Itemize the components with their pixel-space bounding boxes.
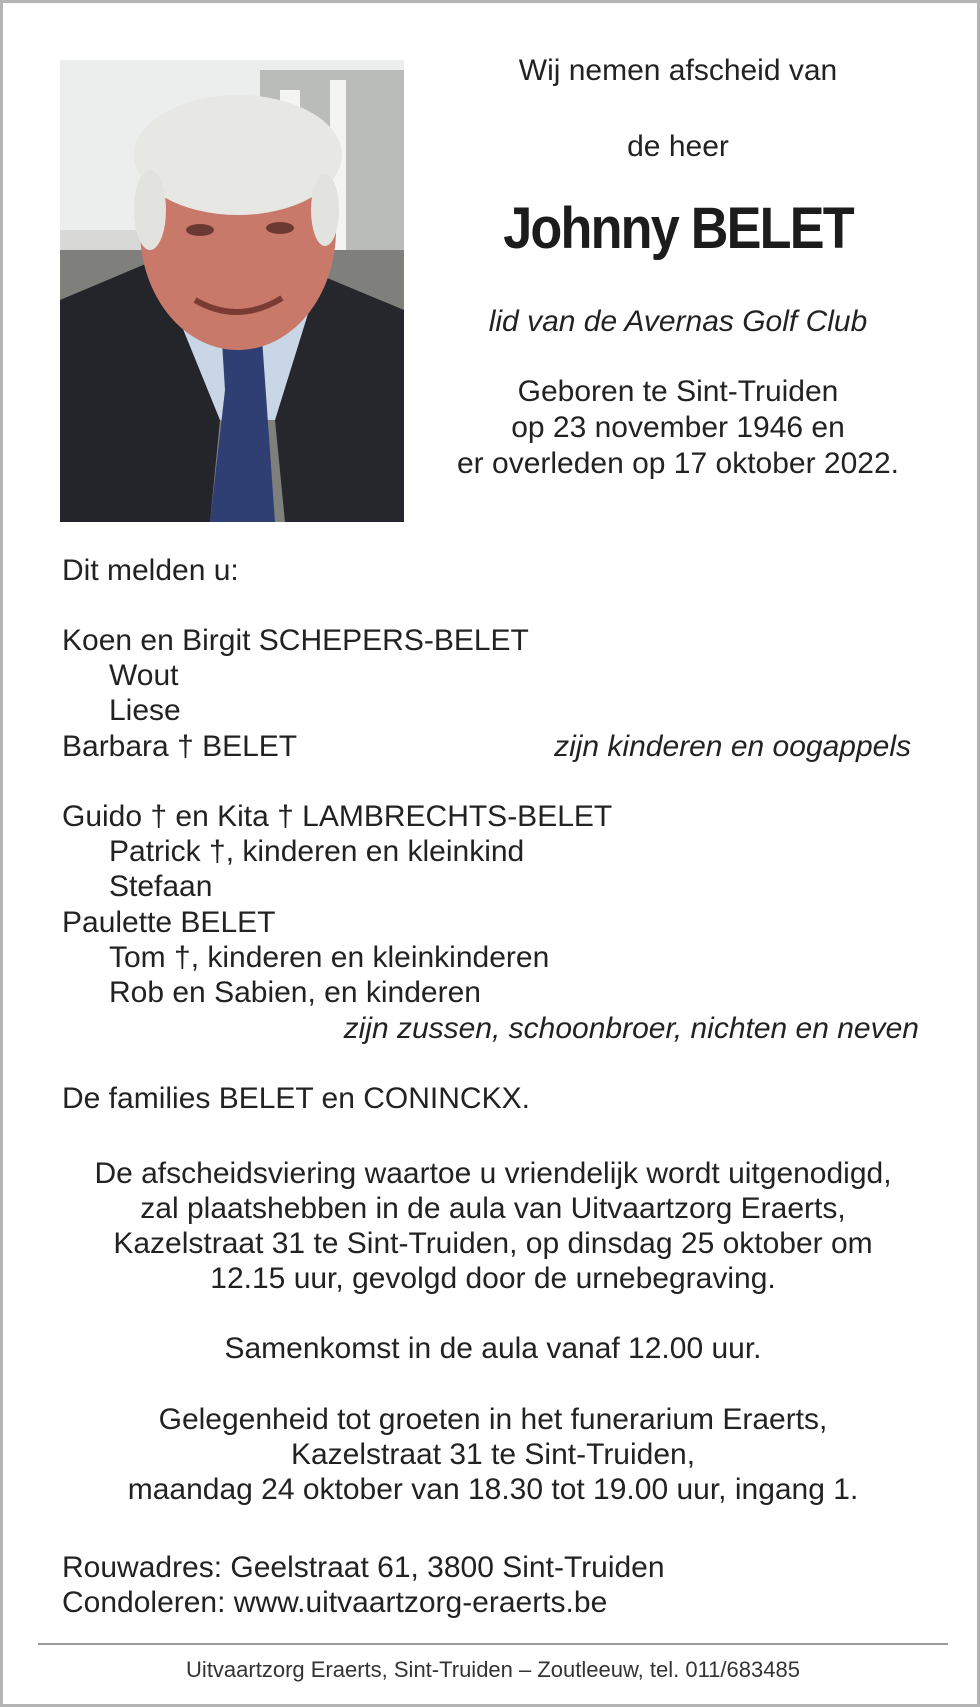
salutation: de heer [627,130,729,163]
died-line: er overleden op 17 oktober 2022. [457,447,899,480]
family-line: Rob en Sabien, en kinderen [109,976,481,1009]
born-line-1: Geboren te Sint-Truiden [517,375,839,408]
gathering-line: Samenkomst in de aula vanaf 12.00 uur. [224,1332,762,1365]
families-line: De families BELET en CONINCKX. [62,1082,530,1115]
rouwadres: Rouwadres: Geelstraat 61, 3800 Sint-Truiden [62,1551,665,1584]
visitation-line: Kazelstraat 31 te Sint-Truiden, [290,1438,696,1471]
intro-text: Wij nemen afscheid van [518,54,838,87]
condolences-link[interactable]: Condoleren: www.uitvaartzorg-eraerts.be [62,1586,608,1619]
deceased-name: Johnny BELET [503,196,853,261]
family-line: Guido † en Kita † LAMBRECHTS-BELET [62,800,613,833]
ceremony-line: Kazelstraat 31 te Sint-Truiden, op dinsdag 25 oktober om [113,1227,873,1260]
visitation-line: maandag 24 oktober van 18.30 tot 19.00 uur, ingang 1. [127,1473,859,1506]
family-line: Tom †, kinderen en kleinkinderen [109,941,550,974]
relation-label: zijn zussen, schoonbroer, nichten en neven [343,1012,919,1045]
footer-divider [38,1643,948,1645]
born-line-2: op 23 november 1946 en [511,411,845,444]
family-line: Koen en Birgit SCHEPERS-BELET [62,624,529,657]
ceremony-line: 12.15 uur, gevolgd door de urnebegraving. [210,1262,776,1295]
family-line: Liese [109,694,181,727]
ceremony-line: De afscheidsviering waartoe u vriendelijk wordt uitgenodigd, [94,1157,892,1190]
portrait-photo [60,60,404,522]
ceremony-line: zal plaatshebben in de aula van Uitvaartzorg Eraerts, [140,1192,846,1225]
family-line: Patrick †, kinderen en kleinkind [109,835,525,868]
family-line: Stefaan [109,870,213,903]
visitation-line: Gelegenheid tot groeten in het funerarium Eraerts, [158,1403,828,1436]
footer-text: Uitvaartzorg Eraerts, Sint-Truiden – Zoutleeuw, tel. 011/683485 [186,1657,800,1682]
family-line: Paulette BELET [62,906,276,939]
announcement: Dit melden u: [62,554,239,587]
family-line: Wout [109,659,179,692]
relation-label: zijn kinderen en oogappels [554,730,911,763]
membership: lid van de Avernas Golf Club [488,305,868,338]
family-line: Barbara † BELET [62,730,298,763]
